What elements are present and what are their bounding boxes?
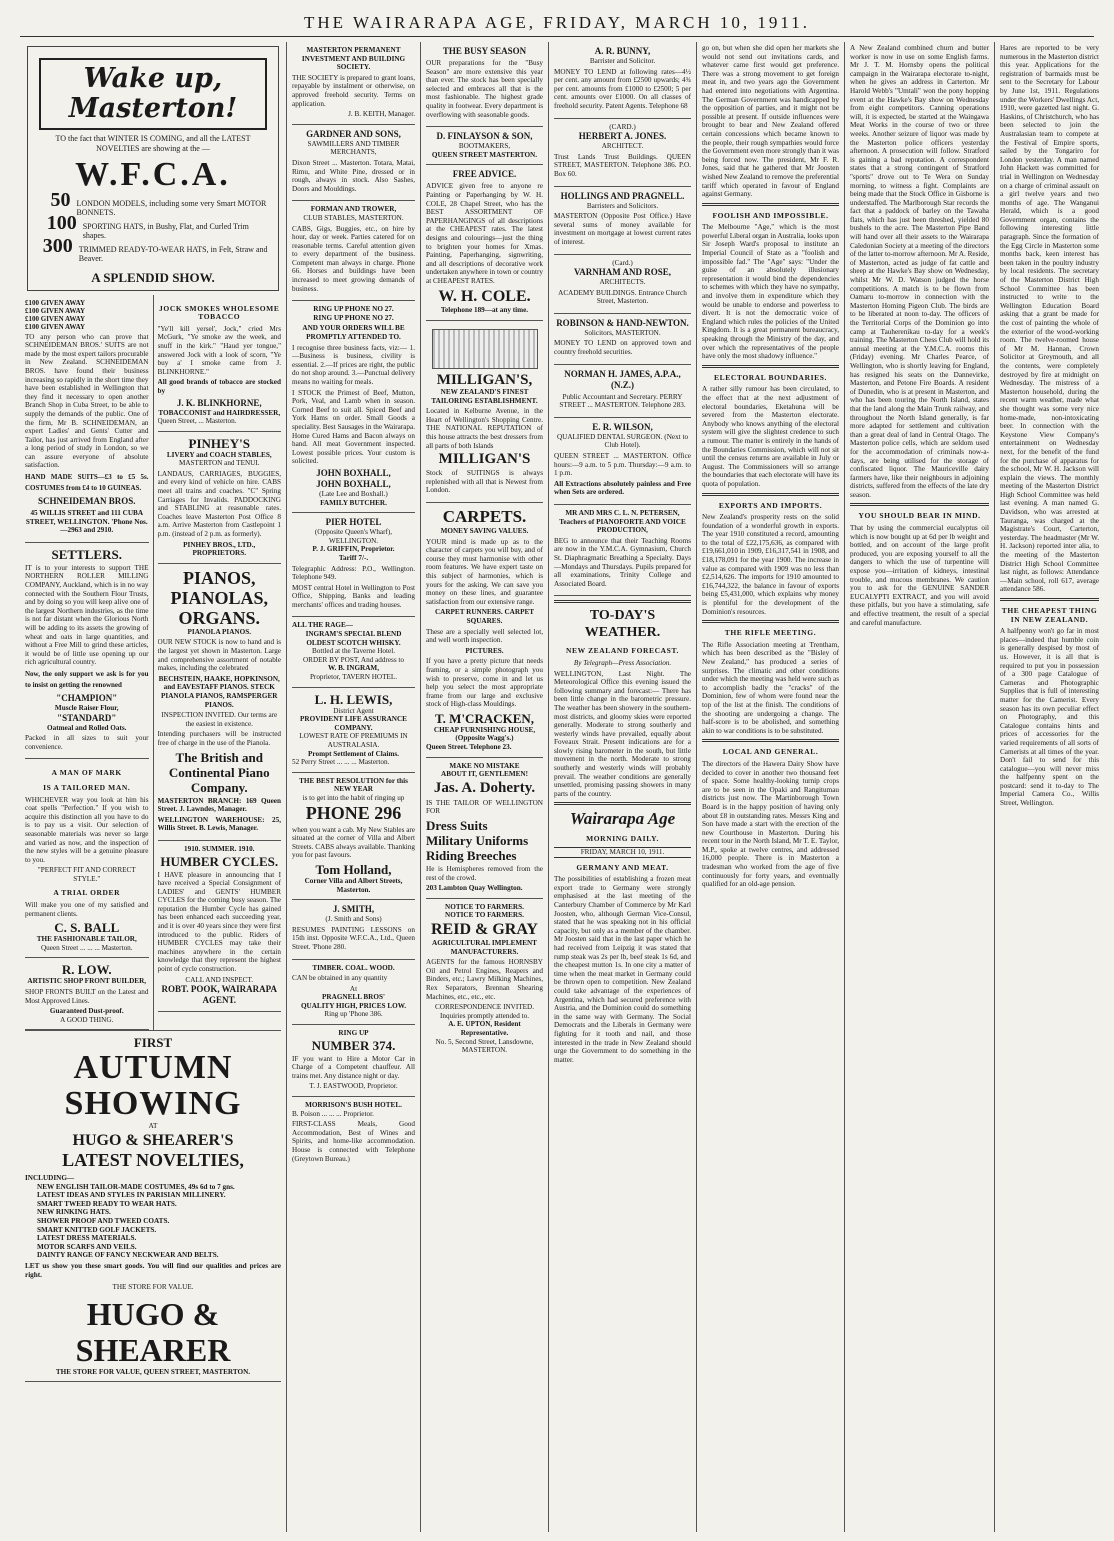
boxhall-ringup-2: RING UP PHONE NO 27. [313, 313, 394, 322]
eastwood-ad [292, 1025, 415, 1097]
local-body: The directors of the Hawera Dairy Show have decided to cover in another two thousand feet of space. Some healthy-looking turnip crops are to be seen in the Opaki and Rangitumau districts just now. The Martinborough Town Board is in the happy position of having only about £8 in outstanding rates. Messrs King and Son have made a start with the erection of the new Courthouse in Masterton. During his recent tour in the North Island, Mr T. E. Taylor, M.P., spoke at twelve centres, and addressed 16,000 people. There is in Masterton a tradesman who worked from the age of five continuously for forty years, and eventually qualified for an old-age pension. [702, 759, 839, 889]
autumn-list-item: LATEST IDEAS AND STYLES IN PARISIAN MILLINERY. [37, 1191, 226, 1200]
motor-head: RING UP [338, 1029, 369, 1038]
humber-title: HUMBER CYCLES. [160, 853, 279, 869]
bear-body: That by using the commercial eucalyptus oil which is now bought up at 6d per lb weight and bottled, and on account of the large profit produced, you are exposing yourself to all the dangers to which the use of turpentine will expose you—irritation of kidneys, intestinal trouble, and mucous membranes. We caution you to ask for the GENUINE SANDER EUCALYPTI EXTRACT, and you will avoid these pitfalls, but you have a stimulating, safe and effective treatment, the result of a special and careful manufacture. [850, 524, 989, 627]
pictures-head: PICTURES. [465, 646, 504, 655]
cole-name: W. H. COLE. [438, 288, 531, 306]
lewis-name: L. H. LEWIS, [314, 691, 393, 707]
jock-note: All good brands of tobacco are stocked by [157, 378, 281, 395]
autumn-list-item: MOTOR SCARFS AND VEILS. [37, 1242, 137, 1251]
pinhey-sign: PINHEY BROS., LTD., PROPRIETORS. [183, 540, 256, 558]
pianos-line3: ORGANS. [178, 607, 260, 628]
settlers-tail: Packed in all sizes to suit your convenience. [25, 734, 149, 751]
holland-name: Tom Holland, [315, 861, 392, 877]
schneideman-ad [25, 295, 149, 543]
column-4 [548, 42, 696, 1532]
wilson-ad [554, 418, 691, 505]
timber-head: TIMBER. COAL. WOOD. [312, 963, 395, 972]
lewis-role: District Agent [333, 706, 374, 715]
boxhall-stock: I STOCK the Primest of Beef, Mutton, Pork, Veal, and Lamb when in season. Corned Beef to suit all. Spiced Beef and York Hams on order. Small Goods a speciality. Best Sausages in the Wairarapa. Home Cured Hams and Bacon always on hand. All meat Government inspected. Lowest possible prices. Your custom is solicited. [292, 388, 415, 466]
doherty-head1: MAKE NO MISTAKE [449, 761, 520, 770]
settlers-title: SETTLERS. [51, 546, 122, 562]
foolish-body: The Melbourne "Age," which is the most powerful Liberal organ in Australia, looks upon Sir Joseph Ward's proposal to institute an Imperial Council of State as a "foolish and impossible fad." The "Age" says: "Under the guise of an absolutely illusionary representation it would bind the dependencies to schemes with which they have no sympathy, and involve them in expenditure which they would be unable to endorse and powerless to divert. It is not the democratic voice of England which rules the policies of the United Kingdom. It is a great permanent bureaucracy, speaking through the Ministry of the day, and over which the representatives of the people have only the most shadowy influence." [702, 223, 840, 361]
masthead: THE WAIRARAPA AGE, FRIDAY, MARCH 10, 1911. [20, 12, 1094, 37]
bush-body: FIRST-CLASS Meals, Good Accommodation, Best of Wines and Spirits, and home-like accommodation. House is connected with Telephone (Greytown Bureau.) [292, 1120, 415, 1163]
pragnell-sub: QUALITY HIGH, PRICES LOW. [300, 1001, 407, 1010]
jock-body: "Ye'll kill yersel', Jock," cried Mrs McGurk, "Ye smoke aw the week, and snuff in the kirk." "Haud yer tongue," answered Jock with a look of scorn, "Ye buy a' I smoke came from J. BLINKHORNE." [157, 324, 281, 376]
cole-ad [426, 165, 543, 321]
exports-body: New Zealand's prosperity rests on the solid foundation of a wonderful growth in exports. The year 1910 constituted a record, amounting to the total of £22,175,636, as compared with £19,661,010 in 1909, £16,317,541 in 1908, and £18,178,091 for the year 1900. The increase in value as compared with 1909 was no less than £2,514,626. The imports for 1910 amounted to £16,744,322, the balance in favour of exports being £5,431,000, which explains why money is plentiful for the development of the Dominion's resources. [702, 513, 839, 616]
jones-sub: ARCHITECT. [601, 142, 644, 151]
bunny-ad [554, 42, 691, 119]
society-head: MASTERTON PERMANENT INVESTMENT AND BUILDING SOCIETY. [301, 46, 406, 72]
jones-head: HERBERT A. JONES. [578, 131, 667, 142]
given-away-1: £100 GIVEN AWAY [25, 298, 86, 307]
doherty-address: 203 Lambton Quay Wellington. [426, 884, 523, 893]
item-text: SPORTING HATS, in Bushy, Flat, and Curled Trim shapes. [82, 222, 249, 240]
doherty-head2: ABOUT IT, GENTLEMEN! [441, 770, 528, 779]
milligan-body: Located in Kelburne Avenue, in the Heart of Wellington's Shopping Centre. THE NATIONAL REPUTATION of this house attracts the best dressers from all parts of both Islands [426, 407, 543, 450]
varnham-card: (Card.) [612, 258, 633, 267]
jock-heading: JOCK SMOKES WHOLESOME TOBACCO [159, 303, 280, 322]
autumn-list-item: DAINTY RANGE OF FANCY NECKWEAR AND BELTS. [37, 1251, 219, 1260]
rifle-head: THE RIFLE MEETING. [724, 628, 817, 638]
autumn-footer: THE STORE FOR VALUE, QUEEN STREET, MASTERTON. [55, 1367, 251, 1376]
electoral-head: ELECTORAL BOUNDARIES. [714, 372, 827, 382]
boxhall-role: FAMILY BUTCHER. [320, 498, 387, 507]
petersen-ad [554, 505, 691, 596]
autumn-ad [25, 1030, 281, 1382]
pianos-makes: BECHSTEIN, HAAKE, HOPKINSON, and EAVESTAFF PIANOS. STECK PIANOLA PIANOS, RAMSPERGER PIANOS. [158, 674, 280, 709]
busy-head: THE BUSY SEASON [442, 46, 527, 56]
bush-hotel-ad [292, 1097, 415, 1170]
tailored-man: IS A TAILORED MAN. [43, 782, 131, 792]
ball-name: C. S. BALL [54, 920, 120, 936]
autumn-at: AT [148, 1122, 158, 1131]
humber-call: CALL AND INSPECT. [185, 975, 254, 984]
boxhall-ringup: RING UP PHONE NO 27. [313, 305, 394, 314]
forman-head: FORMAN AND TROWER, [310, 205, 397, 214]
local-notes: A New Zealand combined churn and butter worker is now in use on some English farms. Mr J. T. M. Hornsby opens the political campaign in the Wairarapa electorate to-night, when he gives an address in Carterton. Mr Harold Webb's "Umtali" won the pony hopping event at the Hawke's Bay show on Wednesday from eight competitors. Canning operations will, it is expected, be started at the Waingawa Meat Works in the course of two or three weeks. Another seizure of liquor was made by the Masterton police officers yesterday afternoon. A prosecution will follow. Stratford is gaining a bad reputation. A correspondent states that a strong contingent of Stratford "sports" drove out to Te Wera on Sunday morning, to witness a fight. Complaints are being made that the Stock Office in Gisborne is understaffed. The Marlborough Star records the fact that a paddock of barley on the Tawaha flats, which has just been threshed, yielded 80 bushels to the acre. The Masterton Pipe Band will hand over all their assets to the Wairarapa Caledonian Society at a meeting of the directors of the latter to-morrow afternoon. Mr A. Reside, of Masterton, acted as judge of fat cattle and sheep at the Hawke's Bay show on Wednesday, whilst Mr W. D. Watson judged the horse competitions. A match is to be flown from Oamaru to-morrow in connection with the Masterton Homing Pigeon Club. The birds are to be liberated at noon to-day. The officers of the Territorial Corps of the Dominion go into camp at Tauherenikau to-day for a week's training. The Masterton Chess Club will hold its annual meeting at the Y.M.C.A. rooms this (Friday) evening. Mr Charles Pearce, of Wellington, who is shortly leaving for England, has resigned his seats on the Dannevirke, Masterton, and Petone Fire Boards. A resident of Dunedin, who is at present in Masterton, and who has been touring the North Island, states that the land along the Main Trunk railway, and throughout the North Island generally, is far more adapted for settlement and cultivation than a great deal of land in Central Otago. The Masterton police cells, which are seldom used for the accommodation of criminals now-a-days, are being utilised for the storage of confiscated liquor. The Mauriceville dairy farmers have, like their neighbours in adjoining districts, suffered from the effects of the late dry season. [850, 44, 989, 499]
boxhall-facts: I recognise three business facts, viz:— 1.—Business is business, civility is essential. 2.—If prices are right, the public do not shop around. 3.—Punctual delivery means no waiting for meals. [292, 343, 415, 386]
weather-body: WELLINGTON, Last Night. The Meteorological Office this evening issued the following summary and forecast:— There has been little change in the barometric pressure. The weather has been showery in the southern-most districts, and gloomy skies were reported generally. Moderate to strong southerly and westerly winds have prevailed, equally about Foveaux Strait. Present indications are for a slowly rising barometer in the south, but little movement in the north. Moderate to strong southerly and westerly winds will probably prevail. The weather conditions are generally unsettled, promising passing showers in many parts of the country. [554, 669, 691, 798]
low-name: R. LOW. [61, 962, 112, 978]
weather-sub: NEW ZEALAND FORECAST. [566, 646, 679, 656]
nameplate-date: FRIDAY, MARCH 10, 1911. [554, 847, 691, 858]
nameplate-sub: MORNING DAILY. [586, 834, 659, 844]
wilson-note: All Extractions absolutely painless and Free when Sets are ordered. [554, 479, 691, 497]
lewis-note: Prompt Settlement of Claims. [308, 749, 399, 758]
bunny-sub: Barrister and Solicitor. [589, 57, 656, 65]
autumn-list-item: LATEST DRESS MATERIALS. [37, 1234, 137, 1243]
weather-title: TO-DAY'S WEATHER. [584, 608, 661, 641]
rifle-body: The Rifle Association meeting at Trentham, which has been described as the "Bisley of New Zealand," has produced a series of surprises. The climatic and other conditions under which the meeting was held were such as to accomplish badly the "cracks" of the Dominion, few of whom were found near the top of the list at the finish. The conditions of the shooting are undergoing a change. The half-score is to be abolished, and something akin to war conditions is to be substituted. [702, 640, 839, 735]
pinhey-sub: LIVERY and COACH STABLES, [166, 450, 272, 459]
schneideman-name: SCHNEIDEMAN BROS. [37, 496, 136, 507]
pragnell-name: PRAGNELL BROS' [322, 993, 385, 1002]
item-count: 50 [50, 189, 71, 211]
wilson-head: E. R. WILSON, [592, 421, 653, 432]
reid-name: REID & GRAY [431, 921, 538, 938]
lewis-ad [292, 688, 415, 773]
bunny-head: A. R. BUNNY, [594, 46, 651, 56]
hollings-sub: Barristers and Solicitors. [586, 201, 659, 210]
germany-head: GERMANY AND MEAT. [576, 862, 669, 872]
british-continental: The British and Continental Piano Company. [168, 749, 270, 795]
germany-article [554, 864, 691, 1065]
germany-body: The possibilities of establishing a frozen meat export trade to Germany were strongly emphasised at the last meeting of the Canterbury Chamber of Commerce by Mr Karl Joosten, who, although German Vice-Consul, stated that he was speaking not in his official capacity, but only as a member of the chamber. Mr Joosten said that in the last paper which he had received from Leipzig it was stated that rump steak was 2s per lb, beef steak 1s 6d, and the cheapest mutton 1s. In one city a matter of time when the meat market in Germany could be thrown open to competition. New Zealand could take advantage of the experiences of Argentina, which had secured preference with Austria, and the Dominion could do something in the same way with Germany. The Social Democrats and the Liberals in Germany were fighting for it tooth and nail, and those interested in the trade in New Zealand should urge the Government to do something in the matter. [554, 875, 691, 1064]
reid-gray-ad [426, 899, 543, 1060]
ingram-note: Bottled at the Taverne Hotel. [312, 647, 395, 656]
mccracken-ad [426, 503, 543, 758]
smith-body: RESUMES PAINTING LESSONS on 15th inst. Opposite W.F.C.A., Ltd., Queen Street. 'Phone 280. [292, 925, 415, 951]
jones-ad [554, 119, 691, 187]
autumn-firm: HUGO & SHEARER'S [72, 1132, 234, 1149]
product-standard: "STANDARD" [57, 712, 117, 723]
humber-ad [158, 841, 282, 1012]
boxhall-name-2: JOHN BOXHALL, [316, 478, 391, 489]
bush-head: MORRISON'S BUSH HOTEL. [305, 1101, 402, 1110]
wilson-sub: QUALIFIED DENTAL SURGEON. (Next to Club Hotel). [556, 432, 689, 450]
reid-body: AGENTS for the famous HORNSBY Oil and Petrol Engines, Reapers and Binders, etc.; Lawry Milking Machines, Rex Separators, Brennan Shearing Machines, etc., etc., etc. [426, 958, 543, 1001]
blinkhorne-name: J. K. BLINKHORNE, [176, 397, 262, 408]
bear-in-mind-article [850, 512, 989, 627]
holland-address: Corner Villa and Albert Streets, Masterton. [304, 876, 403, 894]
ingram-sub: INGRAM'S SPECIAL BLEND OLDEST SCOTCH WHISKY. [305, 630, 402, 647]
schneideman-address: 45 WILLIS STREET and 111 CUBA STREET, WELLINGTON. 'Phone Nos.—2963 and 2910. [25, 509, 148, 535]
motor-number: NUMBER 374. [311, 1037, 396, 1053]
pictures-body: If you have a pretty picture that needs framing, or a simple photograph you wish to preserve, come in and let us help you select the most appropriate frame from our large and exclusive stock of High-class Mouldings. [426, 657, 543, 709]
jones-card: (CARD.) [609, 122, 636, 131]
cheapest-article [1000, 607, 1099, 808]
doherty-name: Jas. A. Doherty. [433, 779, 536, 796]
holland-body2: when you want a cab. My New Stables are situated at the corner of Villa and Albert Streets. CABS always available. Thanking you for past favours. [292, 825, 415, 860]
finlayson-address: QUEEN STREET MASTERTON. [431, 150, 538, 159]
humber-years: 1910. SUMMER. 1910. [184, 844, 255, 853]
robinson-head: ROBINSON & HAND-NEWTON. [556, 317, 689, 328]
pianos-warehouse: WELLINGTON WAREHOUSE: 25, Willis Street. B. Lewis, Manager. [157, 815, 281, 833]
schneideman-prices: HAND MADE SUITS—£3 to £5 5s. COSTUMES from £4 to 10 GUINEAS. [25, 473, 149, 493]
mccracken-address: Queen Street. Telephone 23. [426, 743, 512, 752]
cheapest-head: THE CHEAPEST THING IN NEW ZEALAND. [1001, 606, 1098, 624]
item-text: TRIMMED READY-TO-WEAR HATS, in Felt, Straw and Beaver. [78, 245, 268, 263]
mccracken-sub: CHEAP FURNISHING HOUSE, (Opposite Wagg's.) [433, 725, 536, 743]
tailor-body: WHICHEVER way you look at him his coat spells "Perfection." If you wish to acquire this distinction all you have to do is to pay us a visit. Our selection of seasonable materials was never so large and varied as now, and the inspection of the new styles will be a genuine pleasure to you. [25, 795, 149, 864]
petersen-head: MR AND MRS C. L. N. PETERSEN, [565, 509, 680, 517]
low-ad [25, 958, 149, 1030]
finlayson-head: D. FINLAYSON & SON, [436, 131, 533, 142]
holland-head: THE BEST RESOLUTION for this NEW YEAR [299, 776, 408, 794]
varnham-sub: ARCHITECTS. [599, 278, 646, 287]
gardner-ad [292, 125, 415, 202]
forman-body: CABS, Gigs, Buggies, etc., on hire by hour, day or week. Parties catered for on reasonable terms. Careful attention given to every department of the business. Competent man always in charge. Phone 66. Horses and buildings have been increased to meet growing demands of business. [292, 224, 415, 293]
nameplate-title: Wairarapa Age [569, 809, 676, 829]
autumn-list-item: NEW ENGLISH TAILOR-MADE COSTUMES, 49s 6d to 7 gns. [37, 1182, 235, 1191]
pianos-ad [158, 564, 282, 841]
robinson-body: MONEY TO LEND on approved town and country freehold securities. [554, 339, 691, 357]
jock-ad [158, 295, 282, 432]
blinkhorne-address: Queen Street, ... Masterton. [157, 417, 237, 426]
autumn-title: AUTUMN SHOWING [64, 1049, 242, 1123]
doherty-item: Dress Suits [426, 818, 488, 834]
local-head: LOCAL AND GENERAL. [722, 747, 819, 757]
wfca-brand: W.F.C.A. [75, 156, 231, 193]
milligan-engraving [432, 329, 538, 369]
pier-telegraph: Telegraphic Address: P.O., Wellington. Telephone 949. [292, 564, 415, 582]
doherty-tail: He is Hemispheres removed from the rest of the crowd. [426, 865, 543, 882]
doherty-item: Riding Breeches [426, 848, 517, 864]
autumn-list-item: SHOWER PROOF AND TWEED COATS. [37, 1216, 170, 1225]
autumn-first: FIRST [133, 1035, 173, 1051]
trial-order: A TRIAL ORDER [53, 888, 121, 898]
milligan-name: MILLIGAN'S, [436, 372, 533, 389]
lewis-rates: LOWEST RATE OF PREMIUMS IN AUSTRALASIA. [299, 732, 408, 749]
milligan-sub: NEW ZEALAND'S FINEST TAILORING ESTABLISHMENT. [431, 388, 538, 405]
product-standard-desc: Oatmeal and Rolled Oats. [47, 723, 127, 732]
gardner-body: Dixon Street ... Masterton. Totara, Matai, Rimu, and White Pine, dressed or in rough, always in stock. Also Sashes, Doors and Mouldings. [292, 158, 415, 193]
pinhey-ad [158, 432, 282, 564]
petersen-sub: Teachers of PIANOFORTE AND VOICE PRODUCTION, [559, 517, 686, 535]
nameplate [554, 809, 691, 857]
james-body: Public Accountant and Secretary. PERRY STREET ... MASTERTON. Telephone 283. [559, 392, 686, 410]
hollings-ad [554, 187, 691, 255]
pragnell-phone: Ring up 'Phone 386. [324, 1010, 383, 1019]
pier-head: PIER HOTEL [325, 517, 382, 528]
pier-sub: (Opposite Queen's Wharf), WELLINGTON. [314, 528, 393, 545]
given-away-2: £100 GIVEN AWAY [25, 306, 86, 315]
robinson-sub: Solicitors, MASTERTON. [584, 328, 661, 337]
busy-season-ad [426, 42, 543, 127]
carpets-title: CARPETS. [442, 507, 527, 526]
boxhall-name: JOHN BOXHALL, [316, 467, 391, 478]
doherty-item: Military Uniforms [426, 833, 529, 849]
reid-inq: Inquiries promptly attended to. [439, 1011, 530, 1020]
pianos-note: Intending purchasers will be instructed free of charge in the use of the Pianola. [157, 730, 281, 747]
ingram-order: ORDER BY POST, And address to [302, 655, 405, 664]
petersen-body: BEG to announce that their Teaching Rooms are now in the Y.M.C.A. Gymnasium, Church St. Diaphragmatic Breathing a Specialty. Days—Mondays and Thursdays. Pupils prepared for all examinations, Trinity College and Associated Board. [554, 536, 691, 588]
electoral-article [702, 374, 839, 489]
varnham-head: VARNHAM AND ROSE, [573, 267, 672, 278]
wfca-ad [27, 46, 279, 291]
column-6 [844, 42, 994, 1532]
product-champion-desc: Muscle Raiser Flour, [54, 703, 119, 712]
pinhey-sub2: MASTERTON and TENUI. [178, 459, 260, 468]
ingram-ad [292, 617, 415, 687]
autumn-invite: LET us show you these smart goods. You will find our qualities and prices are right. [25, 1261, 281, 1279]
carpets-list: CARPET RUNNERS. CARPET SQUARES. [434, 608, 535, 625]
local-article [702, 748, 839, 889]
hollings-body: MASTERTON (Opposite Post Office.) Have several sums of money available for investment on mortgage at lowest current rates of interest. [554, 212, 691, 246]
milligan-ad [426, 321, 543, 503]
pier-prop: P. J. GRIFFIN, Proprietor. [312, 545, 395, 554]
schneideman-body: TO any person who can prove that SCHNEIDEMAN BROS.' SUITS are not made by the most expert tailors procurable in New Zealand. SCHNEIDEMAN BROS. have found their business increasing so rapidly in the short time they have been established in Wellington that they find it necessary to open another Branch Shop in Cuba Street, to be able to supply the demands of the public. One of the firm, Mr B. SCHNEIDEMAN, an expert Ladies' and Gents' Cutter and Tailor, has just arrived from England after a long period of study in London, so we can assure everyone of absolute satisfaction. [25, 332, 149, 470]
carpets-body: YOUR mind is made up as to the character of carpets you will buy, and of course they must harmonise with other room features. We have expert taste on this subject of harmonies, which is yours for the asking. We can save you money on these lines, and guarantee satisfaction from our extensive range. [426, 537, 543, 606]
hollings-head: HOLLINGS AND PRAGNELL. [560, 190, 685, 201]
reid-sub: AGRICULTURAL IMPLEMENT MANUFACTURERS. [432, 939, 537, 956]
rifle-article [702, 629, 839, 735]
ball-role: THE FASHIONABLE TAILOR, [36, 935, 137, 944]
autumn-novelties: LATEST NOVELTIES, [62, 1150, 244, 1170]
pianos-body: OUR NEW STOCK is now to hand and is the largest yet shown in Masterton. Large and comprehensive assortment of notable makes, including the celebrated [157, 638, 281, 673]
wake-up-heading: Wake up, Masterton! [39, 58, 267, 130]
bunny-body: MONEY TO LEND at following rates—4½ per cent. any amount from £2500 upwards; 4¾ per cent. amounts from £1000 to £2500; 5 per cent. amounts over £1000. On all classes of freehold security. Patent Agents. Telephone 68 [554, 67, 691, 110]
given-away-3: £100 GIVEN AWAY [25, 314, 86, 323]
pianos-invite: INSPECTION INVITED. Our terms are the easiest in existence. [161, 711, 278, 728]
cole-tel: Telephone 189—at any time. [440, 306, 529, 315]
tailor-ad [25, 759, 149, 958]
column-2 [286, 42, 420, 1532]
robinson-ad [554, 314, 691, 365]
product-champion: "CHAMPION" [56, 692, 118, 703]
pinhey-body: LANDAUS, CARRIAGES, BUGGIES, and every kind of vehicle on hire. CABS meet all trains and coaches. "C" Spring Carriages for Invalids. PADDOCKING and STABLING at reasonable rates. Coaches leave Masterton Post Office 8 a.m. Arrive Masterton from Castlepoint 1 p.m. (instead of 2 p.m. as formerly). [157, 469, 281, 539]
wilson-body: QUEEN STREET ... MASTERTON. Office hours:—9 a.m. to 5 p.m. Thursday:—9 a.m. to 1 p.m. [554, 452, 691, 478]
society-body: THE SOCIETY is prepared to grant loans, repayable by instalment or otherwise, on approved freehold security. Terms on application. [292, 73, 415, 108]
doherty-body: IS THE TAILOR OF WELLINGTON FOR [426, 798, 543, 816]
mccracken-name: T. M'CRACKEN, [434, 710, 535, 726]
ingram-role: Proprietor, TAVERN HOTEL. [309, 673, 398, 682]
holland-phone: PHONE 296 [305, 802, 402, 823]
varnham-body: ACADEMY BUILDINGS. Entrance Church Street, Masterton. [558, 288, 687, 306]
finlayson-ad [426, 127, 543, 165]
pianos-line2: PIANOLAS, [170, 587, 268, 608]
finlayson-sub: BOOTMAKERS, [458, 142, 511, 151]
pianola-pianos: PIANOLA PIANOS. [187, 627, 251, 636]
settlers-support: Now, the only support we ask is for you to insist on getting the renowned [25, 669, 149, 689]
gardner-head: GARDNER AND SONS, [306, 128, 401, 139]
ball-address: Queen Street ... ... ... Masterton. [40, 943, 133, 952]
splendid-show: A SPLENDID SHOW. [91, 269, 215, 285]
pier-tariff: Tariff 7/-. [338, 553, 369, 562]
autumn-list-item: SMART TWEED READY TO WEAR HATS. [37, 1199, 177, 1208]
smith-ad [292, 900, 415, 959]
autumn-list-item: SMART KNITTED GOLF JACKETS. [37, 1225, 157, 1234]
weather-article [554, 607, 691, 798]
busy-body: OUR preparations for the "Busy Season" are more extensive this year than ever. The stock has been specially selected and embraces all that is the most fashionable. The highest grade quality in footwear. Every department is overflowing with seasonable goods. [426, 59, 543, 119]
reid-corr: CORRESPONDENCE INVITED. [434, 1003, 535, 1012]
notice-farmers: NOTICE TO FARMERS. [445, 902, 524, 911]
boxhall-late: (Late Lee and Boxhall.) [319, 489, 388, 498]
holland-body: is to get into the habit of ringing up [302, 793, 405, 802]
advice-head: FREE ADVICE. [452, 169, 517, 180]
wfca-intro: TO the fact that WINTER IS COMING, and all the LATEST NOVELTIES are showing at the — [55, 134, 251, 153]
settlers-ad [25, 543, 149, 760]
reid-address: No. 5, Second Street, Lansdowne, MASTERTON. [435, 1037, 534, 1055]
james-ad [554, 365, 691, 418]
store-for-value: THE STORE FOR VALUE. [112, 1283, 194, 1292]
motor-body: IF you want to Hire a Motor Car in Charge of a Competent chauffeur. All trains met. Any distance night or day. [292, 1054, 415, 1080]
notice-farmers-2: NOTICE TO FARMERS. [445, 911, 524, 920]
smith-sub: (J. Smith and Sons) [325, 915, 382, 924]
milligan-body2: Stock of SUITINGS is always replenished with all that is Newest from London. [426, 469, 543, 495]
weather-byline: By Telegraph—Press Association. [573, 658, 672, 667]
hugo-shearer-logo: HUGO & SHEARER [75, 1295, 231, 1368]
autumn-list-item: NEW RINKING HATS. [37, 1208, 111, 1217]
humber-sign: ROBT. POOK, WAIRARAPA AGENT. [161, 984, 277, 1006]
ingram-name: W. B. INGRAM, [327, 664, 380, 673]
pier-body: MOST central Hotel in Wellington to Post Office, Shipping, Banks and leading merchants' offices and trading houses. [292, 583, 415, 609]
forman-sub: CLUB STABLES, MASTERTON. [303, 213, 404, 222]
exports-head: EXPORTS AND IMPORTS. [718, 500, 823, 510]
holland-ad [292, 773, 415, 900]
gardner-sub: SAWMILLERS AND TIMBER MERCHANTS, [307, 139, 400, 157]
cheapest-body: A halfpenny won't go far in most places—indeed that humble coin is generally despised by most of us. However, it is all that is required to put you in possession of a 300 page Catalogue of Cameras and Photographic Supplies that is full of interesting matter for the Camerist. Every season has its own peculiar effect on Photography, and this Catalogue contains hints and prices of accessories for the varied requirements of all sorts of Camerists at all times of the year. Don't fail to send for this catalogue—you will never miss the halfpenny spent on the postcard: send it to-day to The Imperial Camera Co., Willis Street, Wellington. [1000, 627, 1099, 808]
tailor-quote: "PERFECT FIT AND CORRECT STYLE." [37, 866, 136, 883]
column-1 [20, 42, 286, 1532]
varnham-ad [554, 255, 691, 314]
boxhall-orders: AND YOUR ORDERS WILL BE PROMPTLY ATTENDED TO. [302, 324, 405, 342]
pianos-line1: PIANOS, [182, 567, 256, 588]
low-footer: A GOOD THING. [60, 1015, 114, 1024]
wfca-item [33, 235, 273, 263]
lewis-address: 52 Perry Street ... ... ... Masterton. [292, 758, 390, 767]
society-ad [292, 42, 415, 125]
doherty-ad [426, 758, 543, 899]
boxhall-ad [292, 301, 415, 513]
smith-name: J. SMITH, [332, 904, 375, 915]
column-3 [420, 42, 548, 1532]
settlers-body: IT is to your interests to support THE NORTHERN ROLLER MILLING COMPANY, Auckland, which is in no way connected with the Southern Flour Trusts, and by doing so you will keep alive one of the largest Northern industries, as the time is not far distant when the Glorious North will be adding to its assets the growing of wheat and oats in large quantities, and without a Free Mill to grind these articles, it would be of little use opening up our rich agricultural country. [25, 563, 149, 667]
milligan-name-2: MILLIGAN'S [438, 451, 531, 468]
germany-continued: go on, but when she did open her markets she would not send out invitations cards, and whatever came first would get preference. There was a strong movement to get foreign meat in, and two years ago the Government had entered into negotiations with Argentina. The German Government was handicapped by the opposition of parties, and it might not be possible at present. If outside influences were brought to bear and New Zealand offered certain concessions which became known to the people, their rough sympathies would force the Government even more strongly than it was being forced now. The president, Mr F. R. Jones, said that he gathered that Mr Joosten wished New Zealand to remove the preferential tariff which operated in favour of England against Germany. [702, 44, 839, 199]
james-head: NORMAN H. JAMES, A.P.A., (N.Z.) [564, 368, 681, 390]
item-count: 100 [46, 212, 77, 235]
item-count: 300 [42, 235, 73, 258]
motor-sign: T. J. EASTWOOD, Proprietor. [309, 1082, 398, 1091]
pianos-branch: MASTERTON BRANCH: 169 Queen Street. J. Lawndes, Manager. [157, 796, 281, 814]
low-body: SHOP FRONTS BUILT on the Latest and Most Approved Lines. [25, 988, 149, 1005]
pier-ad [292, 513, 415, 617]
foolish-head: FOOLISH AND IMPOSSIBLE. [712, 210, 829, 220]
trial-body: Will make you one of my satisfied and permanent clients. [25, 901, 149, 918]
humber-body: I HAVE pleasure in announcing that I have received a Special Consignment of LADIES' and GENTS' HUMBER CYCLES for the coming busy season. The reputation the Humber Cycle has gained has been enhanced each succeeding year, and it is over 40 years since they were first introduced to the public. Riders of HUMBER CYCLES may take their machines anywhere in the certain knowledge that they represent the highest point of cycle construction. [157, 870, 281, 974]
column-5 [696, 42, 844, 1532]
man-of-mark: A MAN OF MARK [51, 768, 122, 778]
timber-body: CAN be obtained in any quantity [292, 974, 388, 983]
blinkhorne-role: TOBACCONIST and HAIRDRESSER, [158, 408, 281, 417]
carpets-sub: MONEY SAVING VALUES. [440, 527, 529, 535]
low-role: ARTISTIC SHOP FRONT BUILDER, [27, 977, 147, 986]
given-away-4: £100 GIVEN AWAY [25, 322, 86, 331]
advice-body: ADVICE given free to anyone re Painting or Paperhanging by W. H. COLE, 28 Chapel Street, who has the BEST ASSORTMENT OF PAPERHANGINGS of all descriptions at the CHEAPEST rates. The latest designs and colourings—just the thing to brighten your homes for Xmas. Painting, Paperhanging, signwriting, and all descriptions of decorative work undertaken anywhere in town or country at CHEAPEST RATES. [426, 182, 543, 285]
society-sign: J. B. KEITH, Manager. [348, 110, 415, 119]
ingram-head: ALL THE RAGE— [292, 621, 353, 630]
forman-ad [292, 201, 415, 301]
item-text: LONDON MODELS, including some very Smart MOTOR BONNETS. [76, 199, 267, 217]
electoral-body: A rather silly rumour has been circulated, to the effect that at the next adjustment of electoral boundaries, Eketahuna will be severed from the Masterton electorate. Anybody who knows anything of the electoral system will give the slightest credence to such a rumour. The matter is entirely in the hands of the Boundaries Commission, which will not sit until the census returns are available in July or August. The Commissioners will so arrange the boundaries that each electorate will have its quota of population. [702, 385, 839, 488]
column-7 [994, 42, 1104, 1532]
reid-sign: A. E. UPTON, Resident Representative. [448, 1020, 521, 1037]
bush-prop: B. Poison ... ... ... Proprietor. [292, 1109, 374, 1118]
low-guarantee: Guaranteed Dust-proof. [49, 1007, 124, 1016]
timber-at: At [349, 984, 358, 993]
exports-article [702, 502, 839, 617]
bear-head: YOU SHOULD BEAR IN MIND. [858, 511, 981, 521]
jones-body: Trust Lands Trust Buildings. QUEEN STREET, MASTERTON. Telephone 386. P.O. Box 60. [554, 152, 691, 178]
carpets-tail: These are a specially well selected lot, and well worth inspection. [426, 627, 543, 645]
pragnell-ad [292, 960, 415, 1026]
local-notes-2: Hares are reported to be very numerous in the Masterton district this year. Applications for the registration of barmaids must be sent to the Secretary for Labour by June 1st, 1911. Regulations under the Workers' Dwellings Act, 1910, were gazetted last night. G. Haskins, of Christchurch, who has been selected to join the Australasian team to compete at the Festival of Empire sports, sailed by the Tongariro for London yesterday. A man named John Hackett was committed for trial in Wellington on Wednesday on a charge of criminal assault on a girl twelve years and two months of age. The Wanganui Herald, which is a good Government organ, contains the following interesting little paragraph. Since the formation of the Egg Circle in Masterton some months back, keen interest has been taken in the poultry industry by local residents. The secretary of the Masterton District High School Committee has been instructed to write to the Wellington Education Board asking that a grant be made for the cost of painting the whole of the exterior of the wood-working room. The twelve-roomed house of Mr M. Hannan, Crown Solicitor at Greymouth, and all the contents, were completely destroyed by fire at midnight on Wednesday. The mistress of a Masterton household, during the recent warm weather, made what she thought was some very nice home-made, non-intoxicating beer. In connection with the Keystone View Company's entertainment on Wednesday next, for the benefit of the fund for the purchase of apparatus for the school, Mr W. H. Jackson will explain the views. The monthly meeting of the Masterton District High School Committee was held last evening. A man named G. Davidson, who was arrested at Tauranga, was charged at the Magistrate's Court, Carterton, yesterday. The headmaster (Mr W. H. Jackson) reported inter alia, to the meeting of the Masterton District High School Committee last night, as follows: Attendance—Main school, roll 617, average attendance 586. [1000, 44, 1100, 594]
autumn-including: INCLUDING— [25, 1174, 75, 1182]
pinhey-heading: PINHEY'S [188, 435, 250, 451]
foolish-article [702, 212, 839, 361]
lewis-sub: PROVIDENT LIFE ASSURANCE COMPANY. [300, 715, 407, 732]
